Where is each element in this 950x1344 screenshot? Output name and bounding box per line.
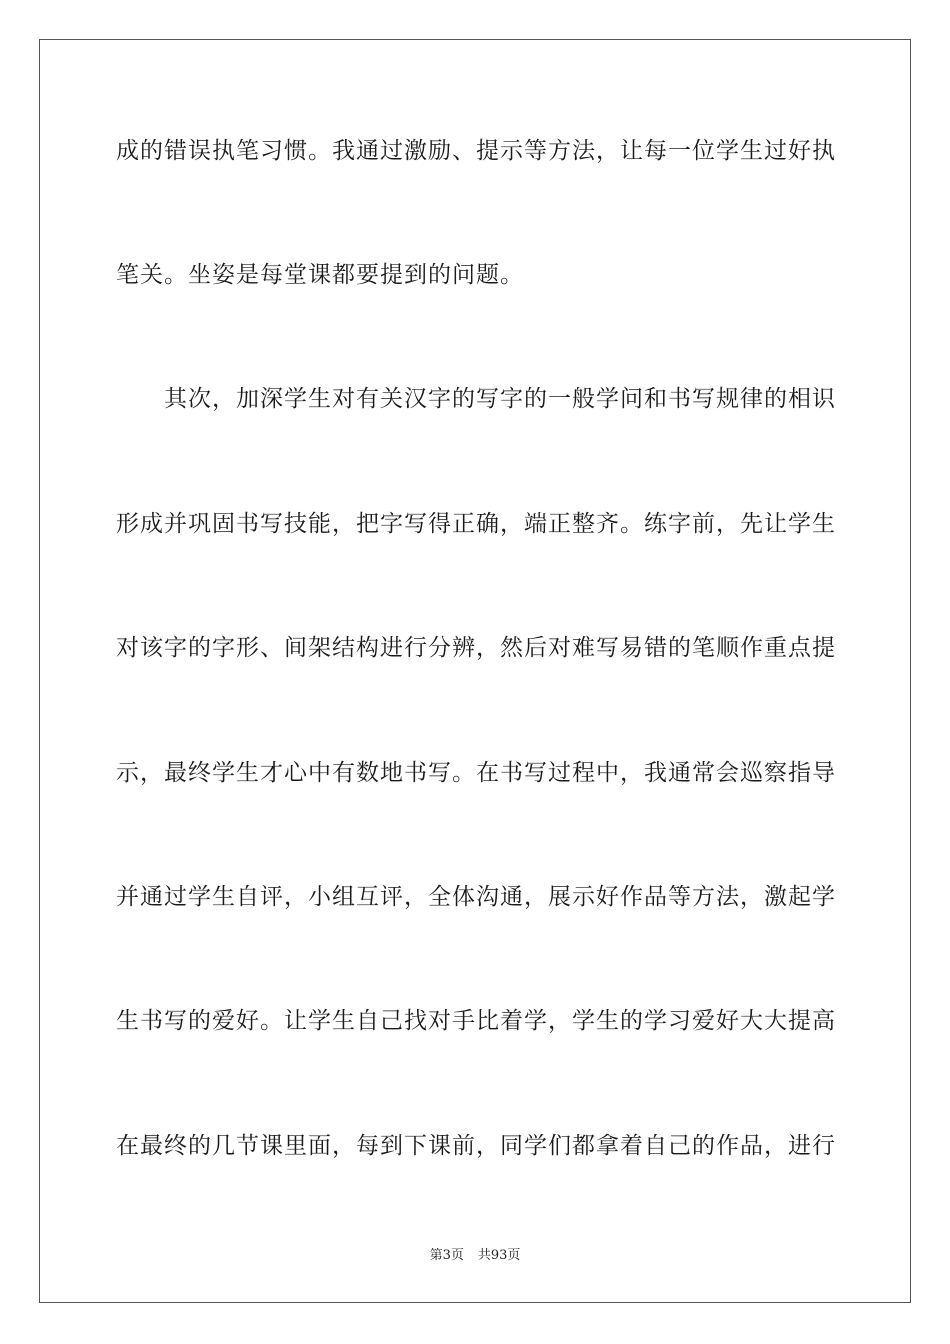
page-footer (0, 1248, 950, 1264)
text-line-8: 生书写的爱好。让学生自己找对手比着学，学生的学习爱好大大提高 (116, 1008, 836, 1034)
text-line-6: 示，最终学生才心中有数地书写。在书写过程中，我通常会巡察指导 (116, 760, 836, 786)
text-line-3: 其次，加深学生对有关汉字的写字的一般学问和书写规律的相识 (164, 386, 836, 412)
page-border (39, 39, 911, 1303)
page-number: 第3页 (429, 1248, 464, 1263)
page-total: 共93页 (477, 1248, 521, 1263)
text-line-5: 对该字的字形、间架结构进行分辨，然后对难写易错的笔顺作重点提 (116, 635, 836, 661)
text-line-1: 成的错误执笔习惯。我通过激励、提示等方法，让每一位学生过好执 (116, 138, 836, 164)
text-line-4: 形成并巩固书写技能，把字写得正确，端正整齐。练字前，先让学生 (116, 511, 836, 537)
text-line-9: 在最终的几节课里面，每到下课前，同学们都拿着自己的作品，进行 (116, 1133, 836, 1159)
text-line-2: 笔关。坐姿是每堂课都要提到的问题。 (116, 262, 524, 288)
text-line-7: 并通过学生自评，小组互评，全体沟通，展示好作品等方法，激起学 (116, 884, 836, 910)
